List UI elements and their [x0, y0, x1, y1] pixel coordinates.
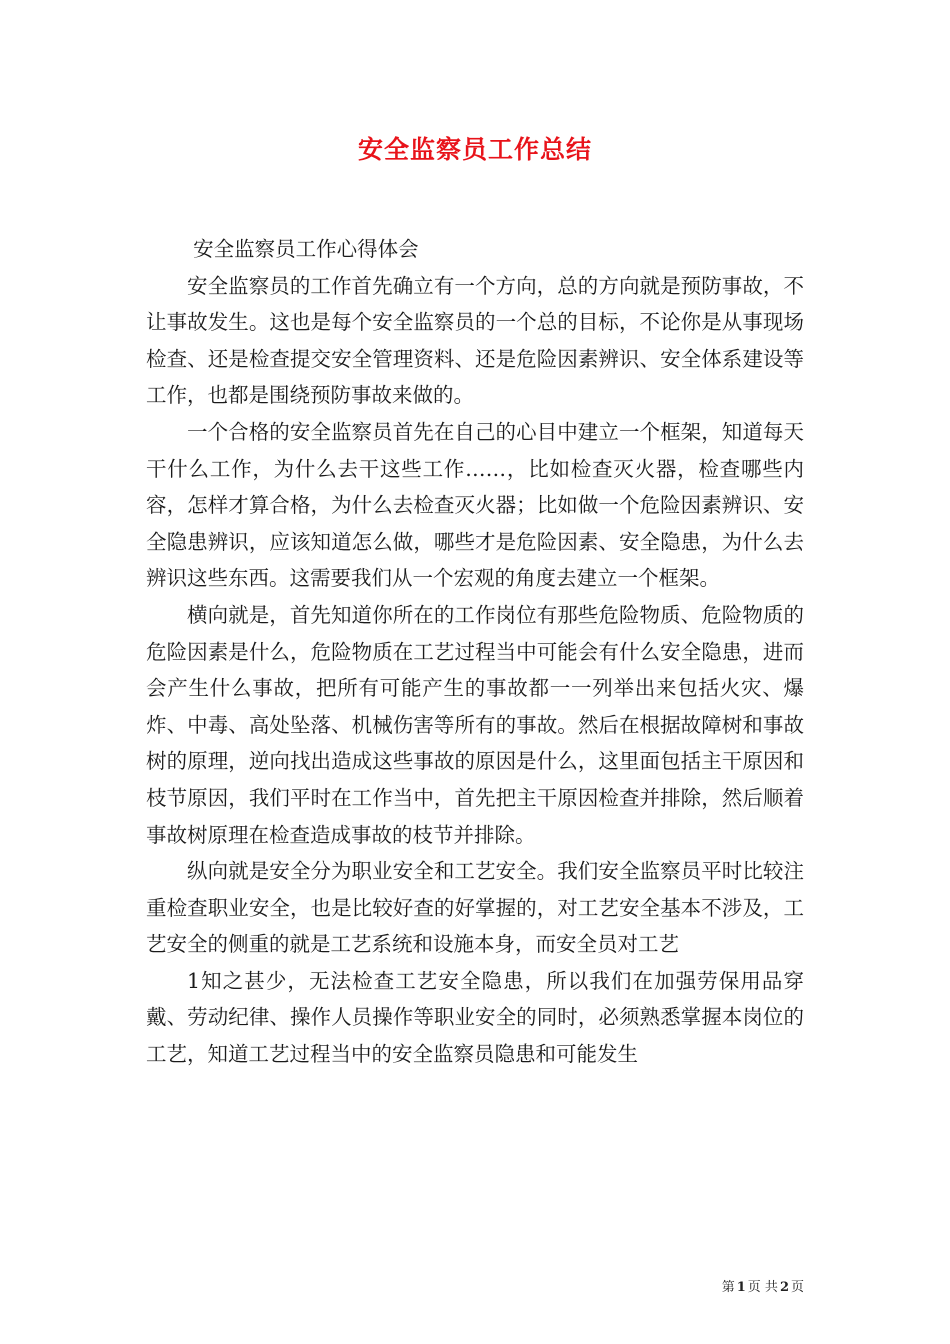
footer-suffix: 页: [790, 1280, 804, 1295]
footer-page-number: 1: [736, 1280, 746, 1295]
document-title: 安全监察员工作总结: [357, 135, 592, 164]
footer-middle: 页 共: [747, 1280, 778, 1295]
page-footer: [722, 1276, 804, 1295]
paragraph: 纵向就是安全分为职业安全和工艺安全。我们安全监察员平时比较注重检查职业安全，也是比较好查的好掌握的，对工艺安全基本不涉及，工艺安全的侧重的就是工艺系统和设施本身，而安全员对工艺: [146, 859, 804, 957]
footer-total-pages: 2: [779, 1280, 789, 1295]
document-body: [146, 231, 804, 1073]
paragraph: 一个合格的安全监察员首先在自己的心目中建立一个框架，知道每天干什么工作，为什么去干这些工作……，比如检查灭火器，检查哪些内容，怎样才算合格，为什么去检查灭火器；比如做一个危险因素辨识、安全隐患辨识，应该知道怎么做，哪些才是危险因素、安全隐患，为什么去辨识这些东西。这需要我们从一个宏观的角度去建立一个框架。: [146, 419, 804, 591]
paragraph: 1知之甚少，无法检查工艺安全隐患，所以我们在加强劳保用品穿戴、劳动纪律、操作人员操作等职业安全的同时，必须熟悉掌握本岗位的工艺，知道工艺过程当中的安全监察员隐患和可能发生: [146, 968, 804, 1067]
footer-prefix: 第: [721, 1280, 735, 1295]
paragraph-subtitle: 安全监察员工作心得体会: [193, 237, 419, 261]
paragraph: 横向就是，首先知道你所在的工作岗位有那些危险物质、危险物质的危险因素是什么，危险物质在工艺过程当中可能会有什么安全隐患，进而会产生什么事故，把所有可能产生的事故都一一列举出来包括火灾、爆炸、中毒、高处坠落、机械伤害等所有的事故。然后在根据故障树和事故树的原理，逆向找出造成这些事故的原因是什么，这里面包括主干原因和枝节原因，我们平时在工作当中，首先把主干原因检查并排除，然后顺着事故树原理在检查造成事故的枝节并排除。: [146, 602, 804, 847]
paragraph: 安全监察员的工作首先确立有一个方向，总的方向就是预防事故，不让事故发生。这也是每个安全监察员的一个总的目标，不论你是从事现场检查、还是检查提交安全管理资料、还是危险因素辨识、安全体系建设等工作，也都是围绕预防事故来做的。: [146, 273, 804, 408]
